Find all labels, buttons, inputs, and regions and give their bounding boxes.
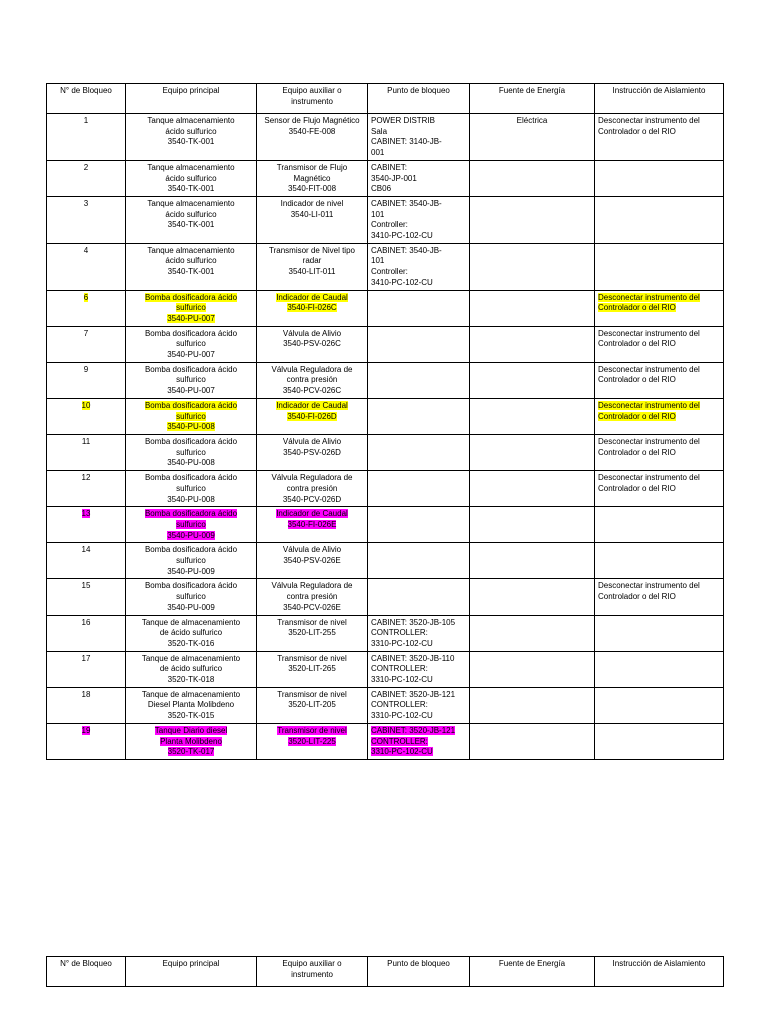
cell-n-bloqueo-text: 3 [83,198,89,208]
cell-equipo-principal [126,651,257,687]
cell-n-bloqueo-text: 1 [83,116,89,125]
cell-equipo-principal-text: Bomba dosificadora ácido sulfurico 3540-PU-008 [144,400,238,432]
cell-punto-bloqueo [368,362,470,398]
cell-equipo-auxiliar-text: Válvula de Alivio 3540-PSV-026E [282,545,342,566]
table-row [47,507,724,543]
cell-equipo-principal [126,243,257,290]
cell-equipo-auxiliar-text: Transmisor de nivel 3520-LIT-265 [277,653,347,674]
cell-n-bloqueo-text: 18 [81,689,91,699]
cell-punto-bloqueo-text: POWER DISTRIB Sala CABINET: 3140-JB- 001 [371,116,442,158]
table-row [47,243,724,290]
cell-fuente-energia [470,114,595,161]
cell-instruccion-aislamiento-text: Desconectar instrumento del Controlador o del RIO [598,328,700,349]
table-row [47,290,724,326]
table-header-row [47,84,724,114]
table-row [47,471,724,507]
table-row [47,362,724,398]
cell-instruccion-aislamiento-text: Desconectar instrumento del Controlador o del RIO [598,400,700,421]
cell-equipo-principal-text: Tanque almacenamiento ácido sulfurico 3540-TK-001 [147,245,235,277]
cell-instruccion-aislamiento-text: Desconectar instrumento del Controlador o del RIO [598,364,700,385]
cell-punto-bloqueo [368,615,470,651]
cell-n-bloqueo-text: 6 [83,292,89,302]
cell-instruccion-aislamiento [595,687,724,723]
cell-n-bloqueo-text: 15 [81,581,91,591]
cell-equipo-principal-text: Bomba dosificadora ácido sulfurico 3540-PU-009 [144,509,238,540]
cell-equipo-auxiliar-text: Válvula Reguladora de contra presión 3540-PCV-026D [271,473,353,504]
cell-punto-bloqueo [368,543,470,579]
cell-fuente-energia [470,362,595,398]
cell-fuente-energia [470,543,595,579]
cell-equipo-auxiliar-text: Válvula Reguladora de contra presión 3540-PCV-026E [271,581,353,612]
cell-n-bloqueo-text: 4 [83,245,89,255]
cell-equipo-auxiliar [257,114,368,161]
cell-equipo-auxiliar [257,471,368,507]
cell-punto-bloqueo-text: CABINET: 3540-JB- 101 Controller: 3410-PC-102-CU [371,198,442,241]
cell-equipo-auxiliar-text: Transmisor de nivel 3520-LIT-255 [277,617,347,638]
cell-equipo-principal-text: Tanque almacenamiento ácido sulfurico 3540-TK-001 [147,198,235,230]
cell-equipo-auxiliar [257,160,368,196]
cell-punto-bloqueo-text: CABINET: 3520-JB-105 CONTROLLER: 3310-PC-102-CU [371,617,456,648]
cell-n-bloqueo [47,471,126,507]
cell-n-bloqueo-text: 17 [81,653,91,663]
cell-punto-bloqueo [368,398,470,434]
cell-instruccion-aislamiento [595,243,724,290]
cell-n-bloqueo-text: 2 [83,162,89,172]
cell-n-bloqueo-text: 9 [83,364,89,374]
cell-equipo-auxiliar-text: Indicador de nivel 3540-LI-011 [280,198,344,219]
cell-punto-bloqueo-text: CABINET: 3540-JP-001 CB06 [371,162,417,194]
cell-fuente-energia [470,326,595,362]
cell-equipo-auxiliar [257,615,368,651]
cell-equipo-auxiliar [257,326,368,362]
lockout-table [46,83,724,760]
cell-punto-bloqueo [368,196,470,243]
cell-fuente-energia [470,471,595,507]
cell-instruccion-aislamiento-text: Desconectar instrumento del Controlador o del RIO [598,581,700,602]
cell-punto-bloqueo [368,160,470,196]
cell-equipo-principal-text: Bomba dosificadora ácido sulfurico 3540-PU-008 [144,436,238,468]
cell-instruccion-aislamiento [595,290,724,326]
cell-punto-bloqueo [368,723,470,759]
cell-equipo-auxiliar-text: Indicador de Caudal 3540-FI-026D [276,400,348,421]
cell-equipo-principal [126,362,257,398]
cell-instruccion-aislamiento [595,507,724,543]
cell-punto-bloqueo [368,114,470,161]
cell-fuente-energia [470,434,595,470]
cell-fuente-energia [470,160,595,196]
cell-equipo-principal-text: Bomba dosificadora ácido sulfurico 3540-PU-009 [144,581,238,612]
cell-equipo-principal-text: Bomba dosificadora ácido sulfurico 3540-PU-007 [144,364,238,396]
cell-n-bloqueo [47,507,126,543]
cell-fuente-energia [470,687,595,723]
table-row [47,434,724,470]
cell-equipo-principal-text: Tanque de almacenamiento de ácido sulfurico 3520-TK-016 [141,617,241,648]
cell-equipo-auxiliar [257,543,368,579]
cell-equipo-principal-text: Bomba dosificadora ácido sulfurico 3540-PU-007 [144,328,238,360]
cell-equipo-auxiliar-text: Válvula de Alivio 3540-PSV-026C [282,328,342,349]
cell-n-bloqueo [47,723,126,759]
cell-equipo-auxiliar [257,196,368,243]
cell-instruccion-aislamiento [595,615,724,651]
lockout-table-continued-header [46,956,724,987]
cell-equipo-principal-text: Tanque de almacenamiento de ácido sulfurico 3520-TK-018 [141,653,241,685]
cell-n-bloqueo-text: 7 [83,328,89,338]
cell-n-bloqueo [47,362,126,398]
cell-n-bloqueo [47,579,126,615]
cell-punto-bloqueo-text: CABINET: 3520-JB-121 CONTROLLER: 3310-PC-102-CU [371,689,456,721]
header-fuente-energia: Fuente de Energía [470,957,595,987]
cell-equipo-principal [126,615,257,651]
cell-equipo-principal [126,507,257,543]
header-fuente-energia: Fuente de Energía [470,84,595,114]
cell-fuente-energia [470,579,595,615]
cell-n-bloqueo [47,243,126,290]
cell-n-bloqueo-text: 10 [81,400,91,410]
cell-n-bloqueo [47,326,126,362]
cell-instruccion-aislamiento [595,160,724,196]
cell-instruccion-aislamiento [595,543,724,579]
cell-n-bloqueo-text: 13 [81,509,91,519]
cell-n-bloqueo [47,160,126,196]
cell-fuente-energia [470,243,595,290]
cell-instruccion-aislamiento [595,398,724,434]
cell-equipo-principal [126,114,257,161]
cell-fuente-energia [470,398,595,434]
header-instruccion-aislamiento: Instrucción de Aislamiento [595,957,724,987]
cell-equipo-auxiliar-text: Transmisor de Flujo Magnético 3540-FIT-008 [276,162,348,194]
header-equipo-principal: Equipo principal [126,84,257,114]
cell-equipo-auxiliar-text: Válvula de Alivio 3540-PSV-026D [282,436,342,457]
cell-equipo-principal-text: Bomba dosificadora ácido sulfurico 3540-PU-007 [144,292,238,323]
cell-punto-bloqueo [368,471,470,507]
cell-equipo-auxiliar [257,290,368,326]
cell-equipo-principal [126,326,257,362]
cell-equipo-principal [126,434,257,470]
cell-fuente-energia [470,507,595,543]
cell-instruccion-aislamiento [595,723,724,759]
cell-punto-bloqueo [368,290,470,326]
cell-equipo-auxiliar-text: Indicador de Caudal 3540-FI-026C [276,292,348,313]
cell-equipo-principal-text: Tanque almacenamiento ácido sulfurico 3540-TK-001 [147,116,235,147]
header-instruccion-aislamiento: Instrucción de Aislamiento [595,84,724,114]
cell-equipo-principal [126,398,257,434]
cell-equipo-auxiliar-text: Sensor de Flujo Magnético 3540-FE-008 [264,116,360,136]
cell-equipo-auxiliar-text: Transmisor de nivel 3520-LIT-205 [277,689,347,710]
cell-punto-bloqueo [368,434,470,470]
table-row [47,326,724,362]
cell-punto-bloqueo [368,687,470,723]
cell-instruccion-aislamiento-text: Desconectar instrumento del Controlador o del RIO [598,436,700,457]
cell-equipo-principal [126,196,257,243]
cell-equipo-auxiliar [257,579,368,615]
cell-equipo-auxiliar-text: Indicador de Caudal 3540-FI-026E [276,509,348,529]
header-equipo-principal: Equipo principal [126,957,257,987]
cell-instruccion-aislamiento [595,196,724,243]
table-row [47,723,724,759]
cell-fuente-energia [470,723,595,759]
cell-equipo-principal [126,579,257,615]
cell-equipo-auxiliar-text: Transmisor de Nivel tipo radar 3540-LIT-011 [269,245,355,277]
cell-n-bloqueo [47,687,126,723]
table-row [47,615,724,651]
table-row [47,160,724,196]
table-row [47,651,724,687]
table-row [47,687,724,723]
cell-n-bloqueo-text: 11 [81,436,91,446]
header-n-bloqueo: N° de Bloqueo [47,84,126,114]
cell-punto-bloqueo [368,243,470,290]
cell-equipo-auxiliar [257,723,368,759]
cell-n-bloqueo-text: 16 [81,617,91,627]
header-equipo-auxiliar: Equipo auxiliar o instrumento [257,84,368,114]
cell-punto-bloqueo-text: CABINET: 3520-JB-110 CONTROLLER: 3310-PC-102-CU [371,653,455,685]
cell-punto-bloqueo [368,579,470,615]
cell-equipo-principal-text: Tanque Diario diesel Planta Molibdeno 3520-TK-017 [154,725,228,757]
cell-instruccion-aislamiento [595,434,724,470]
cell-equipo-auxiliar [257,398,368,434]
table-header-row [47,957,724,987]
cell-n-bloqueo [47,543,126,579]
header-punto-bloqueo: Punto de bloqueo [368,957,470,987]
table-row [47,196,724,243]
cell-equipo-auxiliar [257,434,368,470]
cell-equipo-principal [126,290,257,326]
cell-punto-bloqueo-text: CABINET: 3540-JB- 101 Controller: 3410-PC-102-CU [371,245,442,287]
cell-n-bloqueo-text: 12 [81,473,91,483]
cell-n-bloqueo [47,398,126,434]
cell-equipo-auxiliar [257,362,368,398]
cell-instruccion-aislamiento [595,579,724,615]
cell-n-bloqueo [47,651,126,687]
cell-n-bloqueo [47,290,126,326]
cell-instruccion-aislamiento [595,651,724,687]
cell-fuente-energia-text: Eléctrica [516,116,548,125]
table-row [47,398,724,434]
header-n-bloqueo: N° de Bloqueo [47,957,126,987]
cell-n-bloqueo-text: 19 [81,725,91,735]
cell-equipo-principal-text: Bomba dosificadora ácido sulfurico 3540-PU-009 [144,545,238,576]
cell-equipo-principal [126,471,257,507]
cell-fuente-energia [470,290,595,326]
cell-n-bloqueo [47,196,126,243]
cell-instruccion-aislamiento [595,362,724,398]
table-row [47,114,724,161]
cell-equipo-auxiliar-text: Válvula Reguladora de contra presión 3540-PCV-026C [271,364,353,396]
cell-equipo-auxiliar [257,507,368,543]
cell-n-bloqueo [47,615,126,651]
cell-instruccion-aislamiento [595,326,724,362]
cell-equipo-principal-text: Tanque de almacenamiento Diesel Planta Molibdeno 3520-TK-015 [141,689,241,721]
cell-instruccion-aislamiento [595,114,724,161]
cell-instruccion-aislamiento [595,471,724,507]
cell-fuente-energia [470,196,595,243]
cell-equipo-auxiliar [257,243,368,290]
cell-fuente-energia [470,651,595,687]
cell-punto-bloqueo [368,326,470,362]
cell-equipo-principal-text: Tanque almacenamiento ácido sulfurico 3540-TK-001 [147,162,235,194]
cell-n-bloqueo-text: 14 [81,545,91,555]
cell-instruccion-aislamiento-text: Desconectar instrumento del Controlador o del RIO [598,292,700,313]
cell-n-bloqueo [47,114,126,161]
table-row [47,579,724,615]
cell-instruccion-aislamiento-text: Desconectar instrumento del Controlador o del RIO [598,473,700,493]
cell-instruccion-aislamiento-text: Desconectar instrumento del Controlador o del RIO [598,116,700,136]
header-punto-bloqueo: Punto de bloqueo [368,84,470,114]
cell-equipo-principal [126,543,257,579]
cell-equipo-principal [126,160,257,196]
cell-fuente-energia [470,615,595,651]
cell-equipo-auxiliar [257,651,368,687]
cell-n-bloqueo [47,434,126,470]
cell-punto-bloqueo-text: CABINET: 3520-JB-121 CONTROLLER: 3310-PC-102-CU [371,725,456,757]
header-equipo-auxiliar: Equipo auxiliar o instrumento [257,957,368,987]
cell-equipo-auxiliar [257,687,368,723]
cell-punto-bloqueo [368,507,470,543]
cell-equipo-principal-text: Bomba dosificadora ácido sulfurico 3540-PU-008 [144,473,238,504]
table-row [47,543,724,579]
cell-equipo-auxiliar-text: Transmisor de nivel 3520-LIT-225 [277,725,347,746]
cell-equipo-principal [126,723,257,759]
cell-equipo-principal [126,687,257,723]
cell-punto-bloqueo [368,651,470,687]
